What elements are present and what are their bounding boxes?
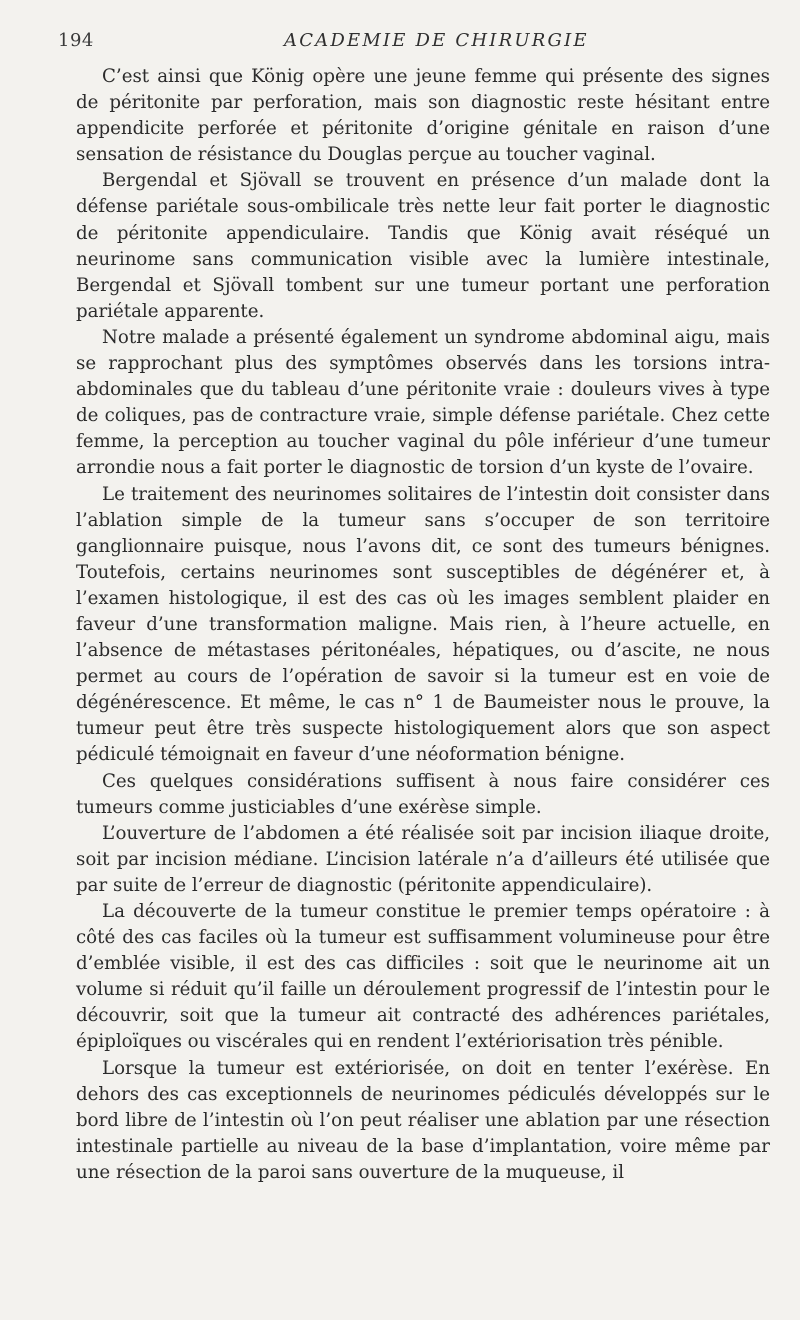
paragraph-notre-malade: Notre malade a présenté également un syndrome abdominal aigu, mais se rapprochant plus des symptômes observés dans les torsions intra-abdominales que du tableau d’une péritonite vraie : douleurs vives à type de coliques, pas de contracture vraie, simple défense pariétale. Chez cette femme, la perception au toucher vaginal du pôle inférieur d’une tumeur arrondie nous a fait porter le diagnostic de torsion d’un kyste de l’ovaire. bbox=[76, 326, 770, 479]
paragraph-traitement: Le traitement des neurinomes solitaires de l’intestin doit consister dans l’ablation simple de la tumeur sans s’occuper de son territoire ganglionnaire puisque, nous l’avons dit, ce sont des tumeurs bénignes. Toutefois, certains neurinomes sont susceptibles de dégénérer et, à l’examen histologique, il est des cas où les images semblent plaider en faveur d’une transformation maligne. Mais rien, à l’heure actuelle, en l’absence de métastases péritonéales, hépatiques, ou d’ascite, ne nous permet au cours de l’opération de savoir si la tumeur est en voie de dégénérescence. Et même, le cas n° 1 de Baumeister nous le prouve, la tumeur peut être très suspecte histologiquement alors que son aspect pédiculé témoignait en faveur d’une néoformation bénigne. bbox=[76, 483, 770, 766]
paragraph-konig-case: C’est ainsi que König opère une jeune femme qui présente des signes de péritonite par perforation, mais son diagnostic reste hésitant entre appendicite perforée et péritonite d’origine génitale en raison d’une sensation de résistance du Douglas perçue au toucher vaginal. bbox=[76, 66, 770, 166]
page-number: 194 bbox=[58, 30, 94, 51]
body-text bbox=[76, 64, 770, 1186]
paragraph-ouverture: L’ouverture de l’abdomen a été réalisée soit par incision iliaque droite, soit par incision médiane. L’incision latérale n’a d’ailleurs été utilisée que par suite de l’erreur de diagnostic (péritonite appendiculaire). bbox=[76, 822, 770, 896]
paragraph-decouverte: La découverte de la tumeur constitue le premier temps opératoire : à côté des cas faciles où la tumeur est suffisamment volumineuse pour être d’emblée visible, il est des cas difficiles : soit que le neurinome ait un volume si réduit qu’il faille un déroulement progressif de l’intestin pour le découvrir, soit que la tumeur ait contracté des adhérences pariétales, épiploïques ou viscérales qui en rendent l’extériorisation très pénible. bbox=[76, 901, 770, 1053]
paragraph-exerese: Lorsque la tumeur est extériorisée, on doit en tenter l’exérèse. En dehors des cas exceptionnels de neurinomes pédiculés développés sur le bord libre de l’intestin où l’on peut réaliser une ablation par une résection intestinale partielle au niveau de la base d’implantation, voire même par une résection de la paroi sans ouverture de la muqueuse, il bbox=[76, 1057, 770, 1183]
paragraph-bergendal-sjovall: Bergendal et Sjövall se trouvent en présence d’un malade dont la défense pariétale sous-ombilicale très nette leur fait porter le diagnostic de péritonite appendiculaire. Tandis que König avait réséqué un neurinome sans communication visible avec la lumière intestinale, Bergendal et Sjövall tombent sur une tumeur portant une perforation pariétale apparente. bbox=[76, 170, 770, 322]
paragraph-considerations: Ces quelques considérations suffisent à nous faire considérer ces tumeurs comme justiciables d’une exérèse simple. bbox=[76, 770, 770, 818]
running-head: ACADEMIE DE CHIRURGIE bbox=[284, 30, 589, 51]
page-header bbox=[58, 28, 770, 58]
